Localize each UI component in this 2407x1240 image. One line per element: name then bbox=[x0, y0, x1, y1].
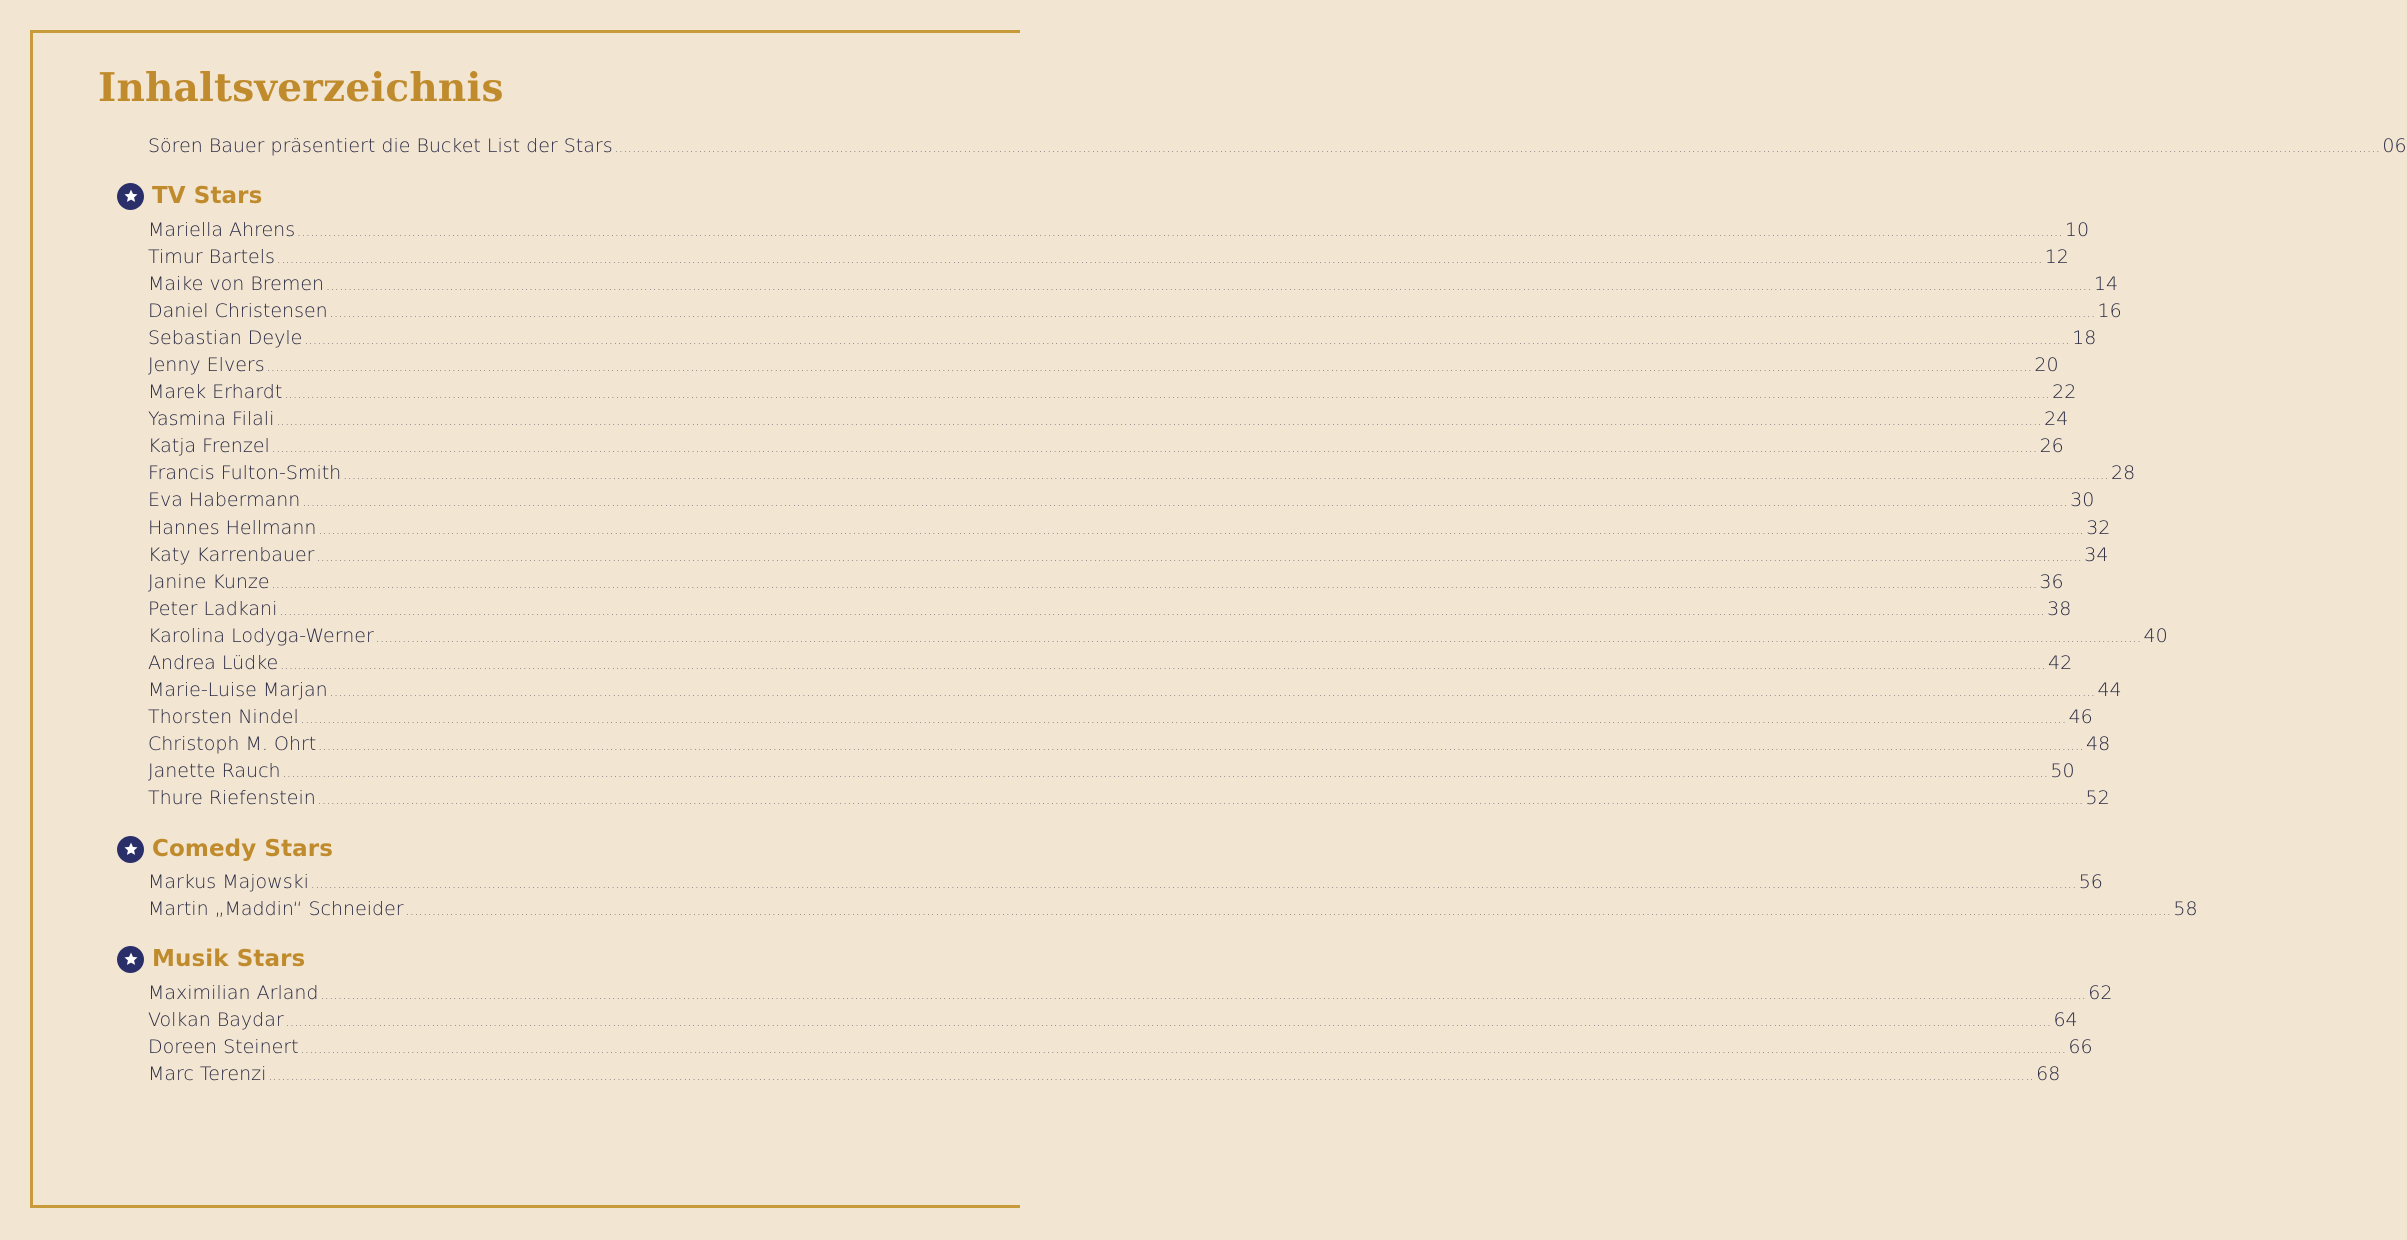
entry-name: Sören Bauer präsentiert die Bucket List der Stars bbox=[148, 135, 613, 157]
leader-dots: ................................................................................................................................................................................................................................................................................................................................................................................................................ bbox=[329, 685, 2096, 699]
leader-dots: ................................................................................................................................................................................................................................................................................................................................................................................................................ bbox=[304, 333, 2071, 347]
toc-entry[interactable] bbox=[148, 704, 2093, 731]
section-title: TV Stars bbox=[152, 183, 263, 209]
entry-name: Maximilian Arland bbox=[148, 982, 319, 1004]
entry-name: Maike von Bremen bbox=[148, 273, 325, 295]
entry-page: 52 bbox=[2085, 787, 2110, 809]
toc-entry[interactable] bbox=[148, 515, 2111, 542]
section-heading-comedy-stars bbox=[117, 834, 333, 864]
entry-page: 30 bbox=[2070, 489, 2095, 511]
entry-page: 42 bbox=[2048, 652, 2073, 674]
entry-name: Thure Riefenstein bbox=[148, 787, 316, 809]
toc-entry[interactable] bbox=[148, 869, 2103, 896]
leader-dots: ................................................................................................................................................................................................................................................................................................................................................................................................................ bbox=[280, 658, 2047, 672]
entry-page: 56 bbox=[2078, 871, 2103, 893]
entry-page: 62 bbox=[2088, 982, 2113, 1004]
entry-page: 24 bbox=[2044, 408, 2069, 430]
toc-entry[interactable] bbox=[148, 325, 2097, 352]
toc-entry-intro[interactable] bbox=[148, 133, 2407, 160]
leader-dots: ................................................................................................................................................................................................................................................................................................................................................................................................................ bbox=[266, 360, 2033, 374]
leader-dots: ................................................................................................................................................................................................................................................................................................................................................................................................................ bbox=[285, 1015, 2052, 1029]
entry-name: Christoph M. Ohrt bbox=[148, 733, 317, 755]
toc-entry[interactable] bbox=[148, 244, 2069, 271]
toc-entry[interactable] bbox=[148, 677, 2122, 704]
entry-name: Marie-Luise Marjan bbox=[148, 679, 328, 701]
entry-name: Timur Bartels bbox=[148, 246, 275, 268]
entry-name: Francis Fulton-Smith bbox=[148, 462, 342, 484]
toc-entry[interactable] bbox=[148, 1061, 2061, 1088]
leader-dots: ................................................................................................................................................................................................................................................................................................................................................................................................................ bbox=[279, 604, 2046, 618]
entry-page: 34 bbox=[2084, 544, 2109, 566]
toc-entry[interactable] bbox=[148, 460, 2136, 487]
leader-dots: ................................................................................................................................................................................................................................................................................................................................................................................................................ bbox=[343, 468, 2110, 482]
entry-page: 66 bbox=[2068, 1036, 2093, 1058]
entry-page: 16 bbox=[2097, 300, 2122, 322]
star-icon bbox=[117, 836, 144, 863]
entry-page: 64 bbox=[2053, 1009, 2078, 1031]
section-heading-musik-stars bbox=[117, 944, 305, 974]
toc-entry[interactable] bbox=[148, 731, 2111, 758]
leader-dots: ................................................................................................................................................................................................................................................................................................................................................................................................................ bbox=[310, 877, 2077, 891]
leader-dots: ................................................................................................................................................................................................................................................................................................................................................................................................................ bbox=[316, 550, 2083, 564]
entry-name: Jenny Elvers bbox=[148, 354, 265, 376]
leader-dots: ................................................................................................................................................................................................................................................................................................................................................................................................................ bbox=[317, 793, 2084, 807]
toc-entry[interactable] bbox=[148, 352, 2059, 379]
entry-page: 20 bbox=[2034, 354, 2059, 376]
entry-page: 68 bbox=[2036, 1063, 2061, 1085]
entry-name: Yasmina Filali bbox=[148, 408, 275, 430]
star-icon bbox=[117, 183, 144, 210]
toc-entry[interactable] bbox=[148, 487, 2095, 514]
leader-dots: ................................................................................................................................................................................................................................................................................................................................................................................................................ bbox=[302, 495, 2069, 509]
leader-dots: ................................................................................................................................................................................................................................................................................................................................................................................................................ bbox=[329, 306, 2096, 320]
leader-dots: ................................................................................................................................................................................................................................................................................................................................................................................................................ bbox=[318, 523, 2085, 537]
toc-entry[interactable] bbox=[148, 623, 2168, 650]
toc-entry[interactable] bbox=[148, 542, 2109, 569]
leader-dots: ................................................................................................................................................................................................................................................................................................................................................................................................................ bbox=[268, 1069, 2035, 1083]
entry-page: 50 bbox=[2050, 760, 2075, 782]
toc-entry[interactable] bbox=[148, 1007, 2078, 1034]
leader-dots: ................................................................................................................................................................................................................................................................................................................................................................................................................ bbox=[297, 225, 2063, 239]
entry-name: Katy Karrenbauer bbox=[148, 544, 315, 566]
entry-name: Marc Terenzi bbox=[148, 1063, 267, 1085]
toc-entry[interactable] bbox=[148, 650, 2073, 677]
toc-entry[interactable] bbox=[148, 271, 2119, 298]
entry-name: Thorsten Nindel bbox=[148, 706, 299, 728]
entry-page: 10 bbox=[2064, 219, 2090, 241]
leader-dots: ................................................................................................................................................................................................................................................................................................................................................................................................................ bbox=[276, 414, 2043, 428]
page-title: Inhaltsverzeichnis bbox=[98, 65, 504, 111]
entry-name: Martin „Maddin“ Schneider bbox=[148, 898, 404, 920]
entry-page: 40 bbox=[2143, 625, 2168, 647]
entry-page: 28 bbox=[2111, 462, 2136, 484]
leader-dots: ................................................................................................................................................................................................................................................................................................................................................................................................................ bbox=[405, 904, 2172, 918]
leader-dots: ................................................................................................................................................................................................................................................................................................................................................................................................................ bbox=[271, 577, 2038, 591]
toc-entry[interactable] bbox=[148, 1034, 2093, 1061]
toc-entry[interactable] bbox=[148, 980, 2113, 1007]
entry-page: 32 bbox=[2086, 517, 2111, 539]
toc-entry[interactable] bbox=[148, 896, 2198, 923]
leader-dots: ................................................................................................................................................................................................................................................................................................................................................................................................................ bbox=[318, 739, 2085, 753]
star-icon bbox=[117, 946, 144, 973]
entry-page: 36 bbox=[2039, 571, 2064, 593]
toc-entry[interactable] bbox=[148, 596, 2072, 623]
section-title: Comedy Stars bbox=[152, 836, 334, 862]
entry-name: Janine Kunze bbox=[148, 571, 270, 593]
entry-name: Mariella Ahrens bbox=[148, 219, 296, 241]
leader-dots: ................................................................................................................................................................................................................................................................................................................................................................................................................ bbox=[276, 252, 2043, 266]
leader-dots: ................................................................................................................................................................................................................................................................................................................................................................................................................ bbox=[300, 712, 2067, 726]
leader-dots: ................................................................................................................................................................................................................................................................................................................................................................................................................ bbox=[271, 441, 2038, 455]
entry-page: 58 bbox=[2173, 898, 2198, 920]
entry-name: Marek Erhardt bbox=[148, 381, 283, 403]
leader-dots: ................................................................................................................................................................................................................................................................................................................................................................................................................ bbox=[320, 988, 2087, 1002]
leader-dots: ................................................................................................................................................................................................................................................................................................................................................................................................................ bbox=[375, 631, 2142, 645]
entry-name: Daniel Christensen bbox=[148, 300, 328, 322]
toc-entry[interactable] bbox=[148, 758, 2075, 785]
leader-dots: ................................................................................................................................................................................................................................................................................................................................................................................................................ bbox=[300, 1042, 2067, 1056]
toc-entry[interactable] bbox=[148, 785, 2110, 812]
entry-name: Janette Rauch bbox=[148, 760, 281, 782]
entry-page: 12 bbox=[2044, 246, 2069, 268]
entry-name: Andrea Lüdke bbox=[148, 652, 279, 674]
entry-page: 06 bbox=[2382, 135, 2407, 157]
entry-name: Volkan Baydar bbox=[148, 1009, 284, 1031]
section-heading-tv-stars bbox=[117, 181, 262, 211]
entry-page: 48 bbox=[2086, 733, 2111, 755]
toc-entry[interactable] bbox=[148, 433, 2064, 460]
entry-name: Doreen Steinert bbox=[148, 1036, 299, 1058]
entry-name: Hannes Hellmann bbox=[148, 517, 317, 539]
toc-entry[interactable] bbox=[148, 379, 2077, 406]
entry-page: 38 bbox=[2047, 598, 2072, 620]
entry-page: 22 bbox=[2052, 381, 2077, 403]
entry-name: Sebastian Deyle bbox=[148, 327, 303, 349]
toc-entry[interactable] bbox=[148, 217, 2090, 244]
entry-name: Karolina Lodyga-Werner bbox=[148, 625, 374, 647]
entry-page: 46 bbox=[2068, 706, 2093, 728]
leader-dots: ................................................................................................................................................................................................................................................................................................................................................................................................................ bbox=[282, 766, 2049, 780]
entry-name: Katja Frenzel bbox=[148, 435, 270, 457]
entry-page: 18 bbox=[2072, 327, 2097, 349]
entry-page: 44 bbox=[2097, 679, 2122, 701]
section-title: Musik Stars bbox=[152, 946, 306, 972]
toc-entry[interactable] bbox=[148, 569, 2064, 596]
entry-page: 14 bbox=[2093, 273, 2119, 295]
leader-dots: ................................................................................................................................................................................................................................................................................................................................................................................................................ bbox=[614, 141, 2381, 155]
toc-entry[interactable] bbox=[148, 298, 2122, 325]
toc-entry[interactable] bbox=[148, 406, 2069, 433]
leader-dots: ................................................................................................................................................................................................................................................................................................................................................................................................................ bbox=[284, 387, 2051, 401]
entry-name: Peter Ladkani bbox=[148, 598, 278, 620]
leader-dots: ................................................................................................................................................................................................................................................................................................................................................................................................................ bbox=[326, 279, 2092, 293]
entry-name: Markus Majowski bbox=[148, 871, 309, 893]
entry-page: 26 bbox=[2039, 435, 2064, 457]
entry-name: Eva Habermann bbox=[148, 489, 301, 511]
